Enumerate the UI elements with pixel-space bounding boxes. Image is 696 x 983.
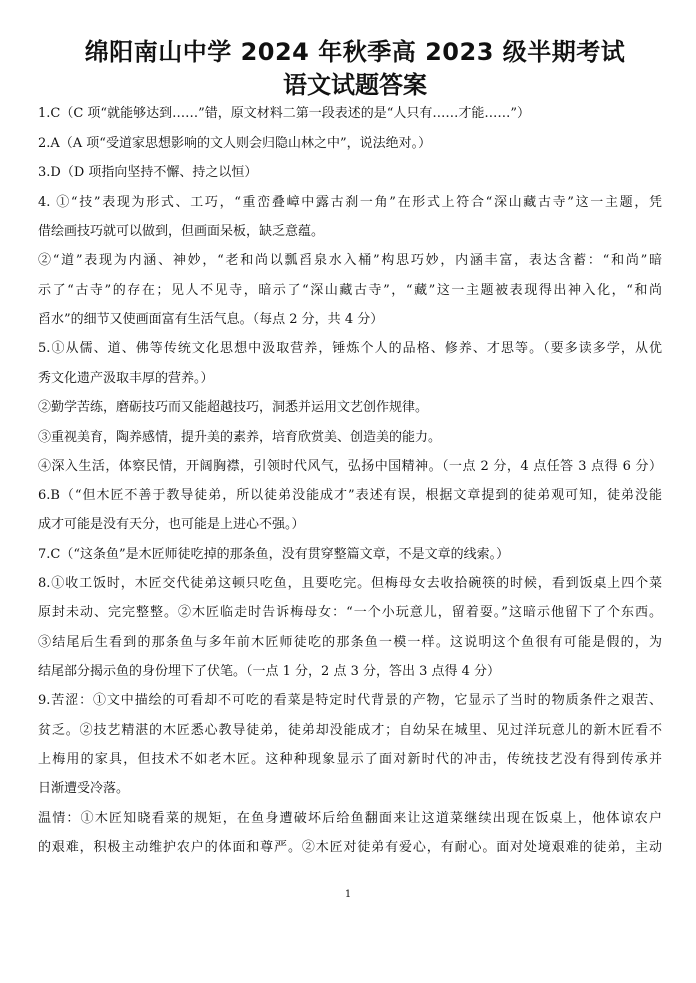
answer-line-q7: 7.C（“这条鱼”是木匠师徒吃掉的那条鱼，没有贯穿整篇文章，不是文章的线索。） <box>38 547 510 562</box>
document-subtitle: 语文试题答案 <box>283 71 427 99</box>
answer-line-q4-4: 示了“古寺”的存在；见人不见寺，暗示了“深山藏古寺”，“藏”这一主题被表现得出神入化，“和尚 <box>38 283 662 298</box>
answer-line-q4-2: 借绘画技巧就可以做到，但画面呆板，缺乏意蕴。 <box>38 224 325 239</box>
answer-line-q4-1: 4. ①“技”表现为形式、工巧，“重峦叠嶂中露古刹一角”在形式上符合“深山藏古寺”这一主题，凭 <box>38 195 662 210</box>
answer-line-q3: 3.D（D 项指向坚持不懈、持之以恒） <box>38 165 258 180</box>
answer-line-q9-6: 的艰难，积极主动维护农户的体面和尊严。②木匠对徒弟有爱心，有耐心。面对处境艰难的徒弟，主动 <box>38 840 662 855</box>
answer-line-q8-4: 结尾部分揭示鱼的身份埋下了伏笔。（一点 1 分，2 点 3 分，答出 3 点得 4 分） <box>38 664 501 679</box>
answer-line-q9-5: 温情：①木匠知晓看菜的规矩，在鱼身遭破坏后给鱼翻面来让这道菜继续出现在饭桌上，他体谅农户 <box>38 811 662 826</box>
answer-line-q8-1: 8.①收工饭时，木匠交代徒弟这顿只吃鱼，且要吃完。但梅母女去收拾碗筷的时候，看到饭桌上四个菜 <box>38 576 662 591</box>
answer-line-q8-2: 原封未动、完完整整。②木匠临走时告诉梅母女：“一个小玩意儿，留着耍。”这暗示他留下了个东西。 <box>38 605 662 620</box>
answer-line-q5-2: 秀文化遗产汲取丰厚的营养。） <box>38 371 214 386</box>
answer-line-q5-4: ③重视美育，陶养感情，提升美的素养，培育欣赏美、创造美的能力。 <box>38 430 442 445</box>
answer-line-q2: 2.A（A 项“受道家思想影响的文人则会归隐山林之中”，说法绝对。） <box>38 136 432 151</box>
answer-line-q9-1: 9.苦涩：①文中描绘的可看却不可吃的看菜是特定时代背景的产物，它显示了当时的物质条件之艰苦、 <box>38 693 662 708</box>
answer-line-q4-5: 舀水”的细节又使画面富有生活气息。（每点 2 分，共 4 分） <box>38 312 384 327</box>
answer-line-q9-4: 日渐遭受冷落。 <box>38 781 130 796</box>
answer-line-q4-3: ②“道”表现为内涵、神妙，“老和尚以瓢舀泉水入桶”构思巧妙，内涵丰富，表达含蓄：“和尚”暗 <box>38 253 662 268</box>
answer-line-q8-3: ③结尾后生看到的那条鱼与多年前木匠师徒吃的那条鱼一模一样。这说明这个鱼很有可能是假的，为 <box>38 635 662 650</box>
answer-line-q9-2: 贫乏。②技艺精湛的木匠悉心教导徒弟，徒弟却没能成才；自幼呆在城里、见过洋玩意儿的新木匠看不 <box>38 723 662 738</box>
answer-line-q5-3: ②勤学苦练，磨砺技巧而又能超越技巧，洞悉并运用文艺创作规律。 <box>38 400 429 415</box>
answer-line-q6-1: 6.B（“但木匠不善于教导徒弟，所以徒弟没能成才”表述有误，根据文章提到的徒弟观可知，徒弟没能 <box>38 488 662 503</box>
document-title: 绵阳南山中学 2024 年秋季高 2023 级半期考试 <box>84 38 626 66</box>
answer-line-q1: 1.C（C 项“就能够达到……”错，原文材料二第一段表述的是“人只有……才能……”） <box>38 106 531 121</box>
answer-line-q6-2: 成才可能是没有天分，也可能是上进心不强。） <box>38 517 305 532</box>
page-number: 1 <box>344 889 352 900</box>
answer-line-q9-3: 上梅用的家具，但技术不如老木匠。这种种现象显示了面对新时代的冲击，传统技艺没有得到传承并 <box>38 752 662 767</box>
answer-line-q5-1: 5.①从儒、道、佛等传统文化思想中汲取营养，锤炼个人的品格、修养、才思等。（要多读多学，从优 <box>38 341 662 356</box>
answer-line-q5-5: ④深入生活，体察民情，开阔胸襟，引领时代风气，弘扬中国精神。（一点 2 分，4 点任答 3 点得 6 分） <box>38 459 662 474</box>
